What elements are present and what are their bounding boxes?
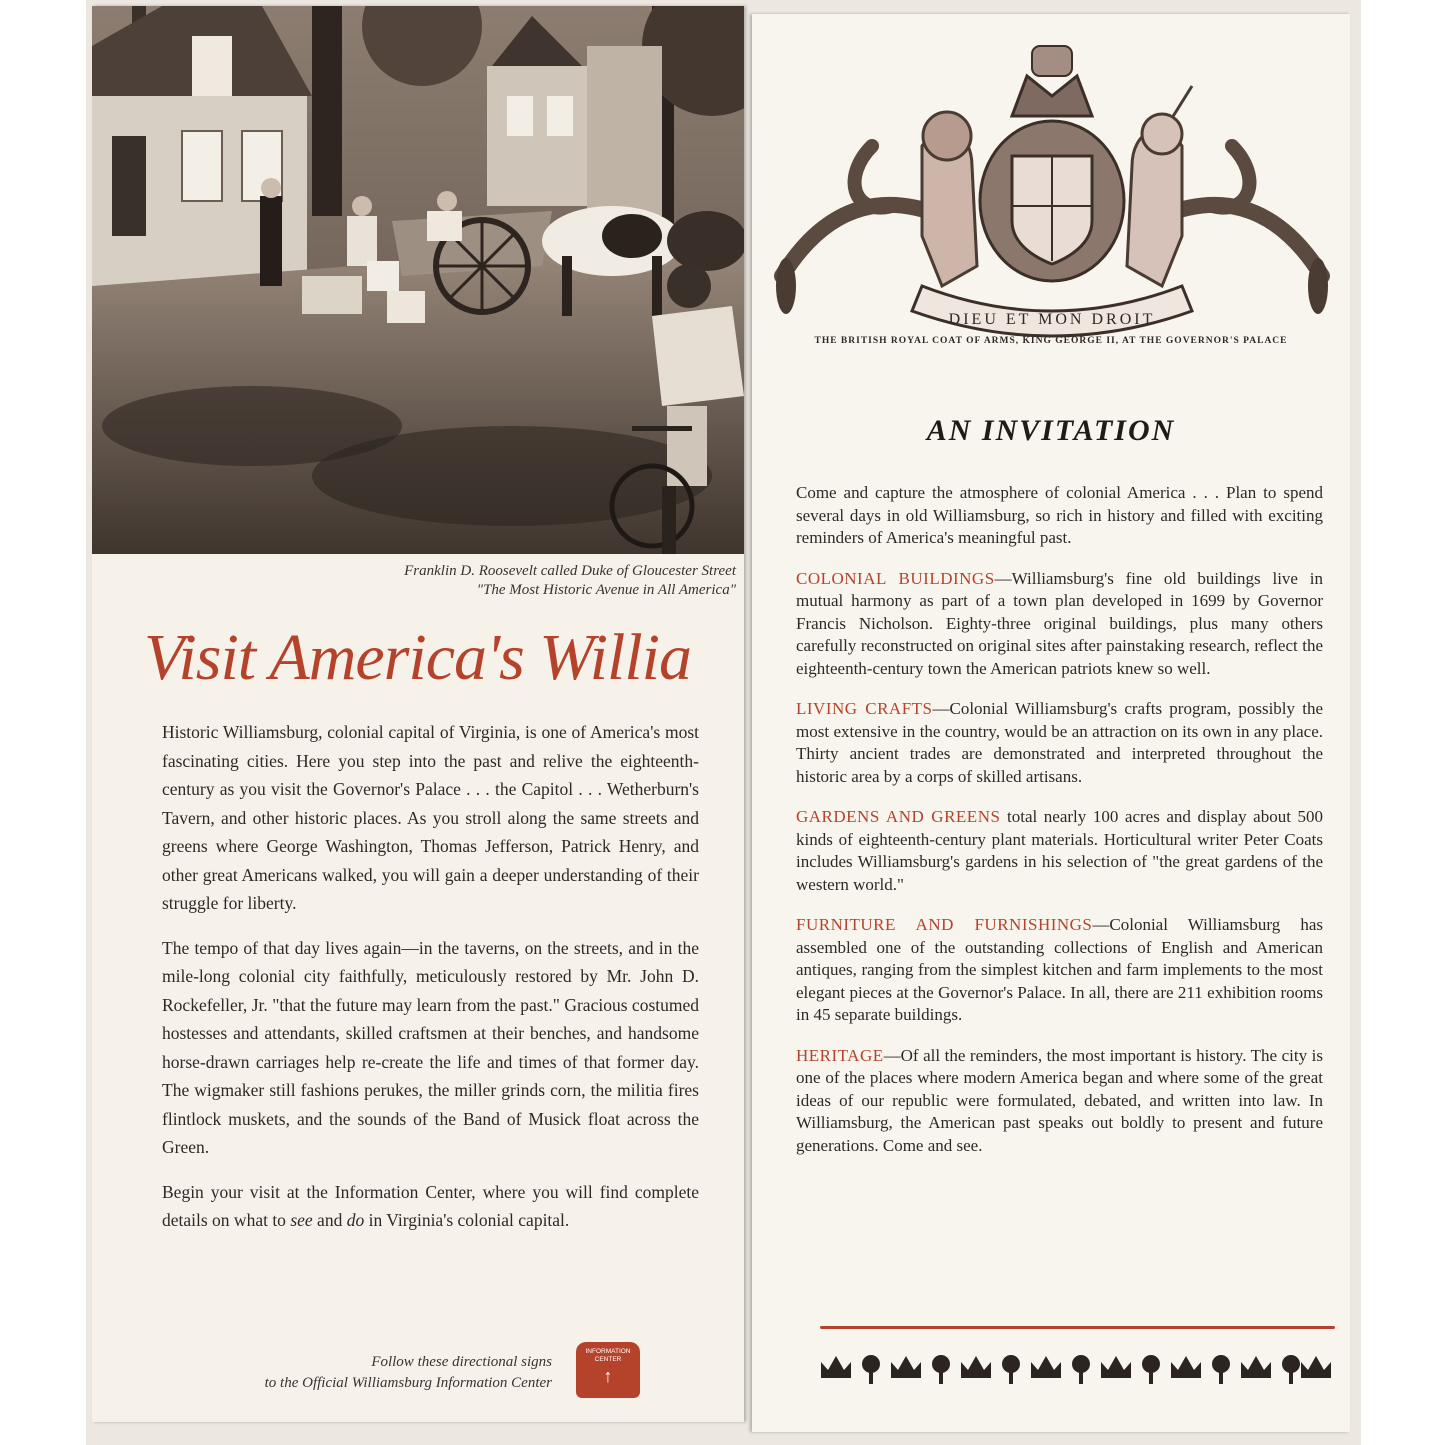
crown-thistle-border: [816, 1348, 1336, 1388]
sign-line-2: CENTER: [594, 1356, 622, 1363]
coat-motto: DIEU ET MON DROIT: [948, 311, 1156, 328]
royal-coat-of-arms-image: [772, 36, 1332, 346]
sign-line-1: INFORMATION: [585, 1348, 631, 1355]
follow-line-1: Follow these directional signs: [371, 1354, 552, 1370]
photo-caption: [136, 562, 736, 600]
section-gardens-and-greens: [796, 806, 1323, 896]
section-living-crafts: [796, 698, 1323, 788]
crown-icon: [821, 1356, 851, 1378]
intro-paragraph: Come and capture the atmosphere of colonial America . . . Plan to spend several days in old Williamsburg, so rich in history and filled with exciting reminders of America's meaningful past.: [796, 483, 1323, 547]
thistle-icon: [1282, 1355, 1300, 1384]
p3-do: do: [346, 1210, 365, 1230]
information-center-sign: [576, 1342, 640, 1398]
left-paragraph-1: Historic Williamsburg, colonial capital of Virginia, is one of America's most fascinating cities. Here you step into the past and relive the eighteenth-century as you visit the Governor's Palace . . . the Capitol . . . Wetherburn's Tavern, and other historic places. As you stroll along the same streets and greens where George Washington, Thomas Jefferson, Patrick Henry, and other great Americans walked, you will gain a deeper understanding of their struggle for liberty.: [162, 722, 699, 913]
p3-text-c: in Virginia's colonial capital.: [364, 1210, 570, 1230]
section-text: —Colonial Williamsburg has assembled one of the outstanding collections of English and American antiques, ranging from the simplest kitchen and farm implements to the most elegant pieces at the Governor's Palace. In all, there are 211 exhibition rooms in 45 separate buildings.: [796, 915, 1323, 1024]
crown-icon: [1241, 1356, 1271, 1378]
section-heading: COLONIAL BUILDINGS: [796, 568, 995, 588]
left-paragraph-2: The tempo of that day lives again—in the taverns, on the streets, and in the mile-long colonial city faithfully, meticulously restored by Mr. John D. Rockefeller, Jr. "that the future may learn from the past." Gracious costumed hostesses and attendants, skilled craftsmen at their benches, and handsome horse-drawn carriages help re-create the life and times of that former day. The wigmaker still fashions perukes, the miller grinds corn, the militia fires flintlock muskets, and the sounds of the Band of Musick float across the Green.: [162, 937, 699, 1157]
left-body-text: [162, 718, 699, 1251]
photo-caption-line-2: "The Most Historic Avenue in All America": [476, 582, 736, 598]
section-text: total nearly 100 acres and display about 500 kinds of eighteenth-century plant materials. Horticultural writer Peter Coats includes Williamsburg's gardens in his selection of "the great gardens of the western world.": [796, 807, 1323, 894]
section-heritage: [796, 1045, 1323, 1158]
crown-icon: [1171, 1356, 1201, 1378]
thistle-icon: [1142, 1355, 1160, 1384]
right-body-text: [796, 482, 1323, 1175]
thistle-icon: [862, 1355, 880, 1384]
section-heading: HERITAGE: [796, 1045, 884, 1065]
follow-line-2: to the Official Williamsburg Information Center: [264, 1375, 552, 1391]
section-heading: FURNITURE AND FURNISHINGS: [796, 915, 1093, 934]
invitation-title: AN INVITATION: [926, 414, 1176, 447]
p3-text-b: and: [312, 1210, 347, 1230]
crown-icon: [891, 1356, 921, 1378]
section-text: —Colonial Williamsburg's crafts program, possibly the most extensive in the country, would be an attraction on its own in any place. Thirty ancient trades are demonstrated and interpreted throughout the historic area by a corps of skilled artisans.: [796, 699, 1323, 786]
section-heading: GARDENS AND GREENS: [796, 807, 1001, 826]
p3-text-a: Begin your visit at the Information Center, where you will find complete details on what to: [162, 1181, 699, 1230]
thistle-icon: [932, 1355, 950, 1384]
street-scene-photo: [92, 6, 744, 554]
photo-caption-line-1: Franklin D. Roosevelt called Duke of Gloucester Street: [404, 563, 736, 579]
coat-of-arms-caption: THE BRITISH ROYAL COAT OF ARMS, KING GEORGE II, AT THE GOVERNOR'S PALACE: [814, 336, 1288, 346]
crown-icon: [1301, 1356, 1331, 1378]
section-furniture: [796, 914, 1323, 1027]
directional-signs-note: [212, 1352, 552, 1394]
brochure-left-panel: [92, 6, 744, 1422]
section-text: —Williamsburg's fine old buildings live in mutual harmony as part of a town plan developed in 1699 by Governor Francis Nicholson. Eighty-three original buildings, plus many others carefully reconstructed on original sites after painstaking research, reflect the eighteenth-century town the American patriots knew so well.: [796, 568, 1323, 678]
section-colonial-buildings: [796, 568, 1323, 681]
up-arrow-icon: ↑: [603, 1366, 613, 1386]
red-divider: [820, 1326, 1335, 1329]
section-text: —Of all the reminders, the most important is history. The city is one of the places where modern America began and where some of the great ideas of our republic were formulated, debated, and written into law. In Williamsburg, the American past speaks out boldly to present and future generations. Come and see.: [796, 1045, 1323, 1155]
crown-icon: [1101, 1356, 1131, 1378]
crown-icon: [961, 1356, 991, 1378]
thistle-icon: [1212, 1355, 1230, 1384]
p3-see: see: [290, 1210, 313, 1230]
headline: Visit America's Willia: [144, 621, 691, 694]
crown-icon: [1031, 1356, 1061, 1378]
thistle-icon: [1072, 1355, 1090, 1384]
brochure-right-panel: [752, 14, 1350, 1432]
left-paragraph-3: [162, 1178, 699, 1235]
thistle-icon: [1002, 1355, 1020, 1384]
section-heading: LIVING CRAFTS: [796, 699, 933, 718]
